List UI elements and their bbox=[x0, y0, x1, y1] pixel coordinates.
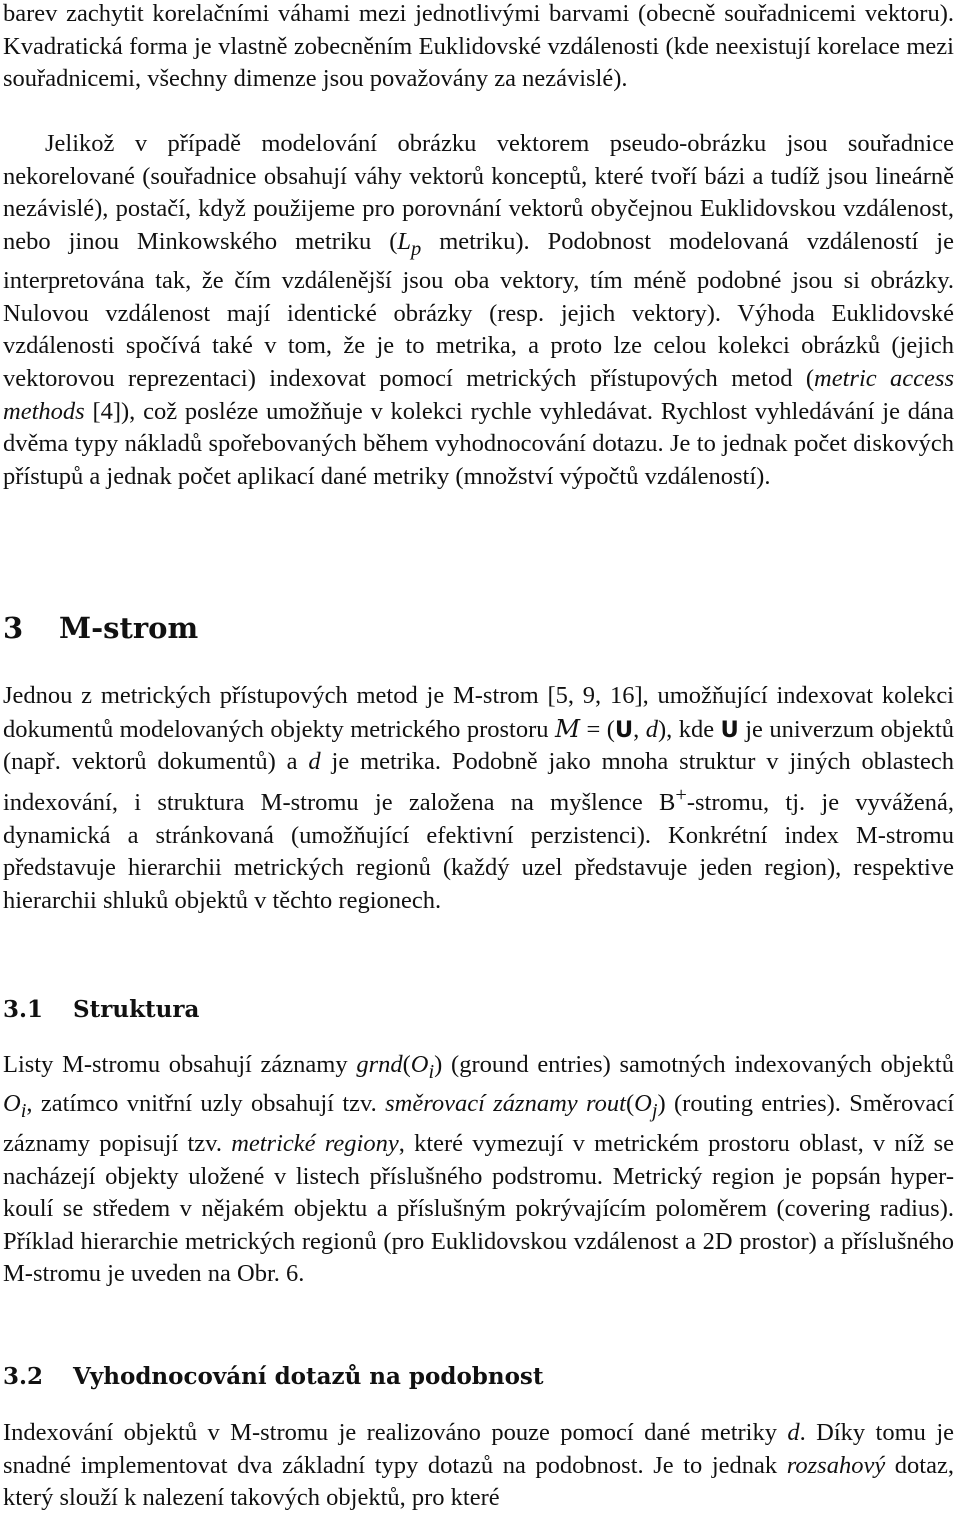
paragraph-mtree-intro: Jednou z metrických přístupových metod je M-strom [5, 9, 16], umožňující indexovat kolekci dokumentů modelovaných objekty metrického prostoru M = (U, d), kde U je univerzum objektů (např. vektorů dokumentů) a d je metrika. Podobně jako mnoha struktur v jiných oblastech indexování, i struktura M-stromu je založena na myšlence B+-stromu, tj. je vyvážená, dynamická a stránkovaná (umožňující efektivní perzistenci). Konkrétní index M-stromu představuje hierarchii metrických regionů (každý uzel představuje jeden region), respektive hierarchii shluků objektů v těchto regionech. bbox=[3, 682, 955, 914]
math-grnd: grnd bbox=[356, 1051, 403, 1078]
subsection-title: Vyhodnocování dotazů na podobnost bbox=[73, 1363, 544, 1390]
math-universe-u: U bbox=[614, 716, 634, 743]
text-run: Jelikož v případě modelování obrázku vektorem pseudo-obrázku jsou souřadnice nekorelované (souřadnice obsahují váhy vektorů konceptů, které tvoří bázi a tudíž jsou lineárně nezávislé), postačí, když použijeme pro porovnání vektorů obyčejnou Euklidovskou vzdálenost, nebo jinou Minkowského metriku ( bbox=[3, 130, 954, 255]
emphasis-term: směrovací záznamy bbox=[385, 1090, 578, 1118]
math-space-m: M bbox=[554, 713, 581, 743]
paragraph-text: barev zachytit korelačními váhami mezi jednotlivými barvami (obecně souřadnicemi vektoru). Kvadratická forma je vlastně zobecněním Euklidovské vzdálenosti (kde neexistují korelace mezi souřadnicemi, všechny dimenze jsou považovány za nezávislé). bbox=[3, 0, 954, 93]
math-rout: rout bbox=[586, 1090, 626, 1118]
subsection-title: Struktura bbox=[73, 996, 200, 1023]
emphasis-term: rozsahový bbox=[786, 1451, 886, 1479]
emphasis-term: metric access methods bbox=[3, 365, 954, 425]
math-metric-d: d bbox=[308, 748, 321, 776]
subsection-heading-3-2 bbox=[3, 1362, 954, 1392]
section-title: M-strom bbox=[59, 611, 199, 645]
math-oi: $O_i$ bbox=[3, 1090, 27, 1123]
math-oi: $O_i$ bbox=[410, 1051, 435, 1083]
paragraph-similarity-queries: Indexování objektů v M-stromu je realizováno pouze pomocí dané metriky d. Díky tomu je snadné implementovat dva základní typy dotazů na podobnost. Je to jednak rozsahový dotaz, který slouží k nalezení takových objektů, pro které bbox=[3, 1419, 955, 1512]
paragraph-similarity bbox=[3, 128, 954, 493]
math-metric-d: d bbox=[645, 715, 658, 743]
math-oj: $O_j$ bbox=[634, 1090, 658, 1123]
paragraph-structure: Listy M-stromu obsahují záznamy $grnd(O_i)$ (ground entries) samotných indexovaných objektů $O_i$, zatímco vnitřní uzly obsahují tzv. směrovací záznamy $rout(O_j)$ (routing entries). Směrovací záznamy popisují tzv. metrické regiony, které vymezují v metrickém prostoru oblast, v níž se nacházejí objekty uložené v listech příslušného podstromu. Metrický region je popsán hyper-koulí se středem v nějakém objektu a příslušným pokrývajícím poloměrem (covering radius). Příklad hierarchie metrických regionů (pro Euklidovskou vzdálenost a 2D prostor) a příslušného M-stromu je uveden na Obr. 6. bbox=[3, 1051, 955, 1288]
subsection-heading-3-1 bbox=[3, 995, 954, 1025]
superscript-plus: + bbox=[675, 783, 687, 806]
emphasis-term: metrické regiony bbox=[231, 1129, 399, 1157]
paragraph-continued bbox=[3, 0, 954, 96]
section-heading-3 bbox=[3, 610, 954, 646]
subsection-number: 3.1 bbox=[3, 996, 44, 1023]
math-universe-u: U bbox=[720, 716, 739, 743]
text-run: metriku). Podobnost modelovaná vzdáleností je interpretována tak, že čím vzdálenější jsou oba vektory, tím méně podobné jsou si obrázky. Nulovou vzdálenost mají identické obrázky (resp. jejich vektory). Výhoda Euklidovské vzdálenosti spočívá také v tom, že je to metrika, a proto lze celou kolekci obrázků (jejich vektorovou reprezentaci) indexovat pomocí metrických přístupových metod ( bbox=[3, 227, 954, 393]
text-run: [4]), což posléze umožňuje v kolekci rychle vyhledávat. Rychlost vyhledávání je dána dvěma typy nákladů spořebovaných během vyhodnocování dotazu. Je to jednak počet diskových přístupů a jednak počet aplikací dané metriky (množství výpočtů vzdáleností). bbox=[3, 397, 954, 490]
subsection-number: 3.2 bbox=[3, 1363, 44, 1390]
math-metric-d: d bbox=[787, 1419, 800, 1446]
math-lp: $L_p$ bbox=[397, 227, 422, 260]
section-number: 3 bbox=[3, 611, 24, 645]
